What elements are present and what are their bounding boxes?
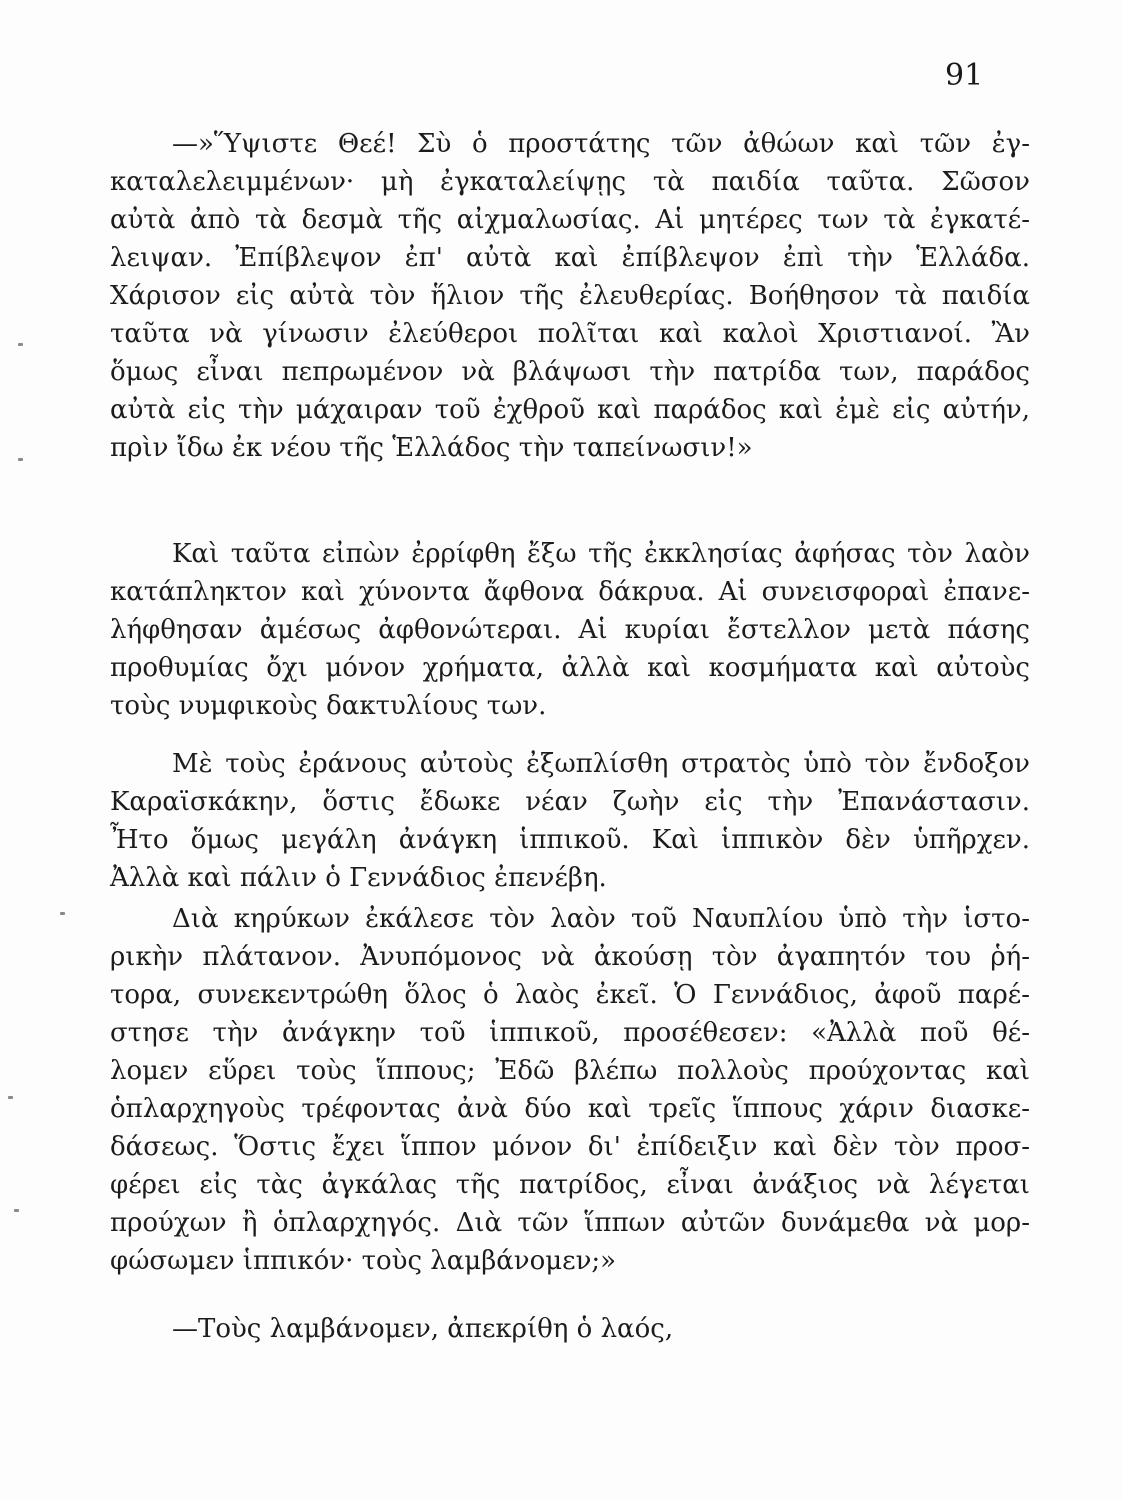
text-line: στησε τὴν ἀνάγκην τοῦ ἱππικοῦ, προσέθεσεν: «Ἀλλὰ ποῦ θέ- [110, 1018, 1030, 1048]
scan-speck [8, 1096, 13, 1099]
text-line: λήφθησαν ἀμέσως ἀφθονώτεραι. Αἱ κυρίαι ἔστελλον μετὰ πάσης [110, 615, 1030, 645]
text-line: Ἀλλὰ καὶ πάλιν ὁ Γεννάδιος ἐπενέβη. [110, 863, 607, 893]
paragraph-prayer [110, 125, 1030, 467]
text-line: Διὰ κηρύκων ἐκάλεσε τὸν λαὸν τοῦ Ναυπλίου ὑπὸ τὴν ἱστο- [172, 904, 1030, 934]
paragraph-army [110, 745, 1030, 897]
scan-speck [18, 458, 23, 461]
text-line: προθυμίας ὄχι μόνον χρήματα, ἀλλὰ καὶ κοσμήματα καὶ αὐτοὺς [110, 653, 1030, 683]
text-line: καταλελειμμένων· μὴ ἐγκαταλείψῃς τὰ παιδία ταῦτα. Σῶσον [110, 167, 1030, 197]
page-number: 91 [945, 58, 984, 93]
text-line: πρὶν ἴδω ἐκ νέου τῆς Ἑλλάδος τὴν ταπείνωσιν!» [110, 433, 753, 463]
text-line: ὅμως εἶναι πεπρωμένον νὰ βλάψωσι τὴν πατρίδα των, παράδος [110, 357, 1030, 387]
paragraph-cavalry [110, 900, 1030, 1280]
text-line: ρικὴν πλάτανον. Ἀνυπόμονος νὰ ἀκούσῃ τὸν ἀγαπητόν του ῥή- [110, 942, 1030, 972]
text-line: αὐτὰ εἰς τὴν μάχαιραν τοῦ ἐχθροῦ καὶ παράδος καὶ ἐμὲ εἰς αὐτήν, [110, 395, 1030, 425]
text-line: —Τοὺς λαμβάνομεν, ἀπεκρίθη ὁ λαός, [172, 1314, 674, 1344]
text-line: τορα, συνεκεντρώθη ὅλος ὁ λαὸς ἐκεῖ. Ὁ Γεννάδιος, ἀφοῦ παρέ- [110, 980, 1030, 1010]
text-line: Καὶ ταῦτα εἰπὼν ἐρρίφθη ἔξω τῆς ἐκκλησίας ἀφήσας τὸν λαὸν [172, 539, 1030, 569]
text-line: Καραϊσκάκην, ὅστις ἔδωκε νέαν ζωὴν εἰς τὴν Ἐπανάστασιν. [110, 787, 1030, 817]
text-line: Ἦτο ὅμως μεγάλη ἀνάγκη ἱππικοῦ. Καὶ ἱππικὸν δὲν ὑπῆρχεν. [110, 825, 1030, 855]
scan-speck [18, 343, 23, 346]
text-line: λομεν εὕρει τοὺς ἵππους; Ἐδῶ βλέπω πολλοὺς προύχοντας καὶ [110, 1056, 1030, 1086]
text-line: Χάρισον εἰς αὐτὰ τὸν ἥλιον τῆς ἐλευθερίας. Βοήθησον τὰ παιδία [110, 281, 1030, 311]
paragraph-church [110, 535, 1030, 725]
text-line: τοὺς νυμφικοὺς δακτυλίους των. [110, 691, 547, 721]
text-line: προύχων ἢ ὁπλαρχηγός. Διὰ τῶν ἵππων αὐτῶν δυνάμεθα νὰ μορ- [110, 1208, 1030, 1238]
text-line: φέρει εἰς τὰς ἀγκάλας τῆς πατρίδος, εἶναι ἀνάξιος νὰ λέγεται [110, 1170, 1030, 1200]
text-line: δάσεως. Ὅστις ἔχει ἵππον μόνον δι' ἐπίδειξιν καὶ δὲν τὸν προσ- [110, 1132, 1030, 1162]
paragraph-reply [110, 1310, 1030, 1348]
text-line: αὐτὰ ἀπὸ τὰ δεσμὰ τῆς αἰχμαλωσίας. Αἱ μητέρες των τὰ ἐγκατέ- [110, 205, 1030, 235]
text-line: φώσωμεν ἱππικόν· τοὺς λαμβάνομεν;» [110, 1246, 617, 1276]
scan-speck [14, 1209, 19, 1212]
text-line: λειψαν. Ἐπίβλεψον ἐπ' αὐτὰ καὶ ἐπίβλεψον ἐπὶ τὴν Ἑλλάδα. [110, 243, 1030, 273]
text-line: ταῦτα νὰ γίνωσιν ἐλεύθεροι πολῖται καὶ καλοὶ Χριστιανοί. Ἂν [110, 319, 1030, 349]
scan-speck [60, 912, 65, 915]
text-line: κατάπληκτον καὶ χύνοντα ἄφθονα δάκρυα. Αἱ συνεισφοραὶ ἐπανε- [110, 577, 1030, 607]
text-line: ὁπλαρχηγοὺς τρέφοντας ἀνὰ δύο καὶ τρεῖς ἵππους χάριν διασκε- [110, 1094, 1030, 1124]
text-line: —»Ὕψιστε Θεέ! Σὺ ὁ προστάτης τῶν ἀθώων καὶ τῶν ἐγ- [172, 129, 1030, 159]
text-line: Μὲ τοὺς ἐράνους αὐτοὺς ἐξωπλίσθη στρατὸς ὑπὸ τὸν ἔνδοξον [172, 749, 1030, 779]
